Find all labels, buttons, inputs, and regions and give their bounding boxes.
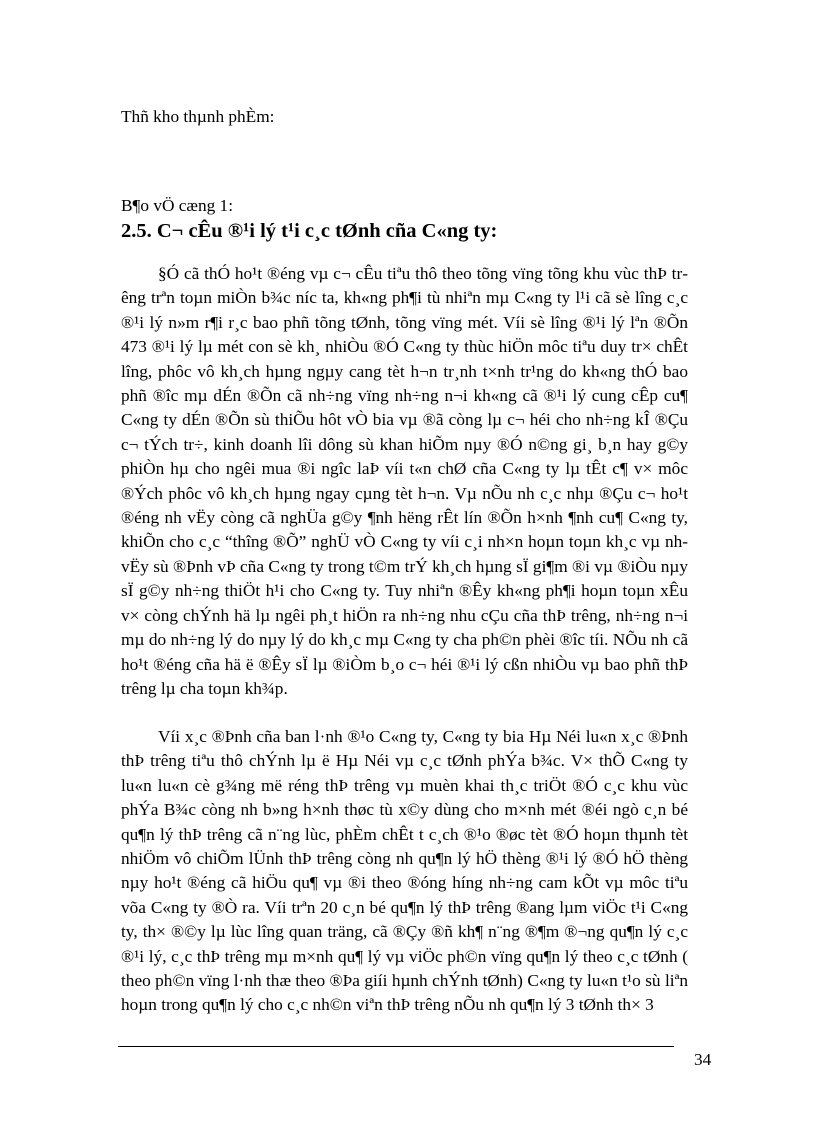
paragraph-2-text: Víi x¸c ®Þnh cña ban l·nh ®¹o C«ng ty, C«ng ty bia Hµ Néi lu«n x¸c ®Þnh thÞ trêng tiªu thô chÝnh lµ ë Hµ Néi vµ c¸c tØnh phÝa b¾c. V× thÕ C«ng ty lu«n lu«n cè g¾ng më réng thÞ trêng vµ muèn khai th¸c triÖt ®Ó c¸c khu vùc phÝa B¾c còng nh b»ng h×nh thøc tù x©y dùng cho m×nh mét ®éi ngò c¸n bé qu¶n lý thÞ trêng cã n¨ng lùc, phÈm chÊt t c¸ch ®¹o ®øc tèt ®Ó hoµn thµnh tèt nhiÖm vô chiÕm lÜnh thÞ trêng còng nh qu¶n lý hÖ thèng ®¹i lý ®Ó hÖ thèng nµy ho¹t ®éng cã hiÖu qu¶ vµ ®i theo ®óng híng nh÷ng cam kÕt vµ môc tiªu võa C«ng ty ®Ò ra. Víi trªn 20 c¸n bé qu¶n lý thÞ trêng ®ang lµm viÖc t¹i C«ng ty, th× ®©y lµ lùc lîng quan träng, cã ®Çy ®ñ kh¶ n¨ng ®¶m ®¬ng qu¶n lý c¸c ®¹i lý, c¸c thÞ trêng mµ m×nh qu¶ lý vµ viÖc ph©n vïng qu¶n lý theo c¸c tØnh ( theo ph©n vïng l·nh thæ theo ®Þa giíi hµnh chÝnh tØnh) C«ng ty lu«n t¹o sù liªn hoµn trong qu¶n lý cho c¸c nh©n viªn thÞ trêng nÕu nh qu¶n lý 3 tØnh th× 3: [121, 727, 688, 1015]
finished-goods-storekeeper-line: Thñ kho thµnh phÈm:: [121, 107, 275, 126]
paragraph-1-text: §Ó cã thÓ ho¹t ®éng vµ c¬ cÊu tiªu thô theo tõng vïng tõng khu vùc thÞ trêng trªn toµn miÒn b¾c níc ta, kh«ng ph¶i tù nhiªn mµ C«ng ty l¹i cã sè lîng c¸c ®¹i lý n»m r¶i r¸c bao phñ tõng tØnh, tõng vïng mét. Víi sè lîng ®¹i lý lªn ®Õn 473 ®¹i lý lµ mét con sè kh¸ nhiÒu ®Ó C«ng ty thùc hiÖn môc tiªu duy tr× chÊt lîng, phôc vô kh¸ch hµng ngµy cang tèt h¬n tr¸nh t×nh tr¹ng do kh«ng thÓ bao phñ ®îc mµ dÉn ®Õn cã nh÷ng vïng nh÷ng n¬i kh«ng cã ®¹i lý cung cÊp cu¶ C«ng ty dÉn ®Õn sù thiÕu hôt vÒ bia vµ ®ã còng lµ c¬ héi cho nh÷ng kÎ ®Çu c¬ tÝch tr÷, kinh doanh lîi dông sù khan hiÕm nµy ®Ó n©ng gi¸ b¸n hay g©y phiÒn hµ cho ngêi mua ®i ngîc laÞ víi t«n chØ cña C«ng ty lµ tÊt c¶ v× môc ®Ých phôc vô kh¸ch hµng ngay cµng tèt h¬n. Vµ nÕu nh c¸c nhµ ®Çu c¬ ho¹t ®éng nh vËy còng cã nghÜa g©y ¶nh hëng rÊt lín ®Õn h×nh ¶nh cu¶ C«ng ty, khiÕn cho c¸c “thîng ®Õ” nghÜ vÒ C«ng ty víi c¸i nh×n hoµn toµn kh¸c vµ nh vËy sù ®Þnh vÞ cña C«ng ty trong t©m trÝ kh¸ch hµng sÏ gi¶m ®i vµ ®iÒu nµy sÏ g©y nh÷ng thiÖt h¹i cho C«ng ty. Tuy nhiªn ®Êy kh«ng ph¶i hoµn toµn xÊu v× còng chÝnh hä lµ ngêi ph¸t hiÖn ra nh÷ng nhu cÇu cña thÞ trêng, nh÷ng n¬i mµ do nh÷ng lý do nµy lý do kh¸c mµ C«ng ty cha ph©n phèi ®îc tíi. NÕu nh cã ho¹t ®éng cña hä ë ®Êy sÏ lµ ®iÒm b¸o c¬ héi ®¹i lý cßn nhiÒu vµ bao phñ thÞ trêng lµ cha toµn kh¾p.: [121, 264, 688, 698]
page-number: 34: [694, 1050, 712, 1069]
section-heading: 2.5. C¬ cÊu ®¹i lý t¹i c¸c tØnh cña C«ng ty:: [121, 220, 498, 242]
footer-rule: [118, 1046, 674, 1047]
body-paragraph-1: [121, 262, 688, 701]
body-paragraph-2: [121, 725, 688, 1018]
gate-security-line: B¶o vÖ cæng 1:: [121, 196, 233, 215]
